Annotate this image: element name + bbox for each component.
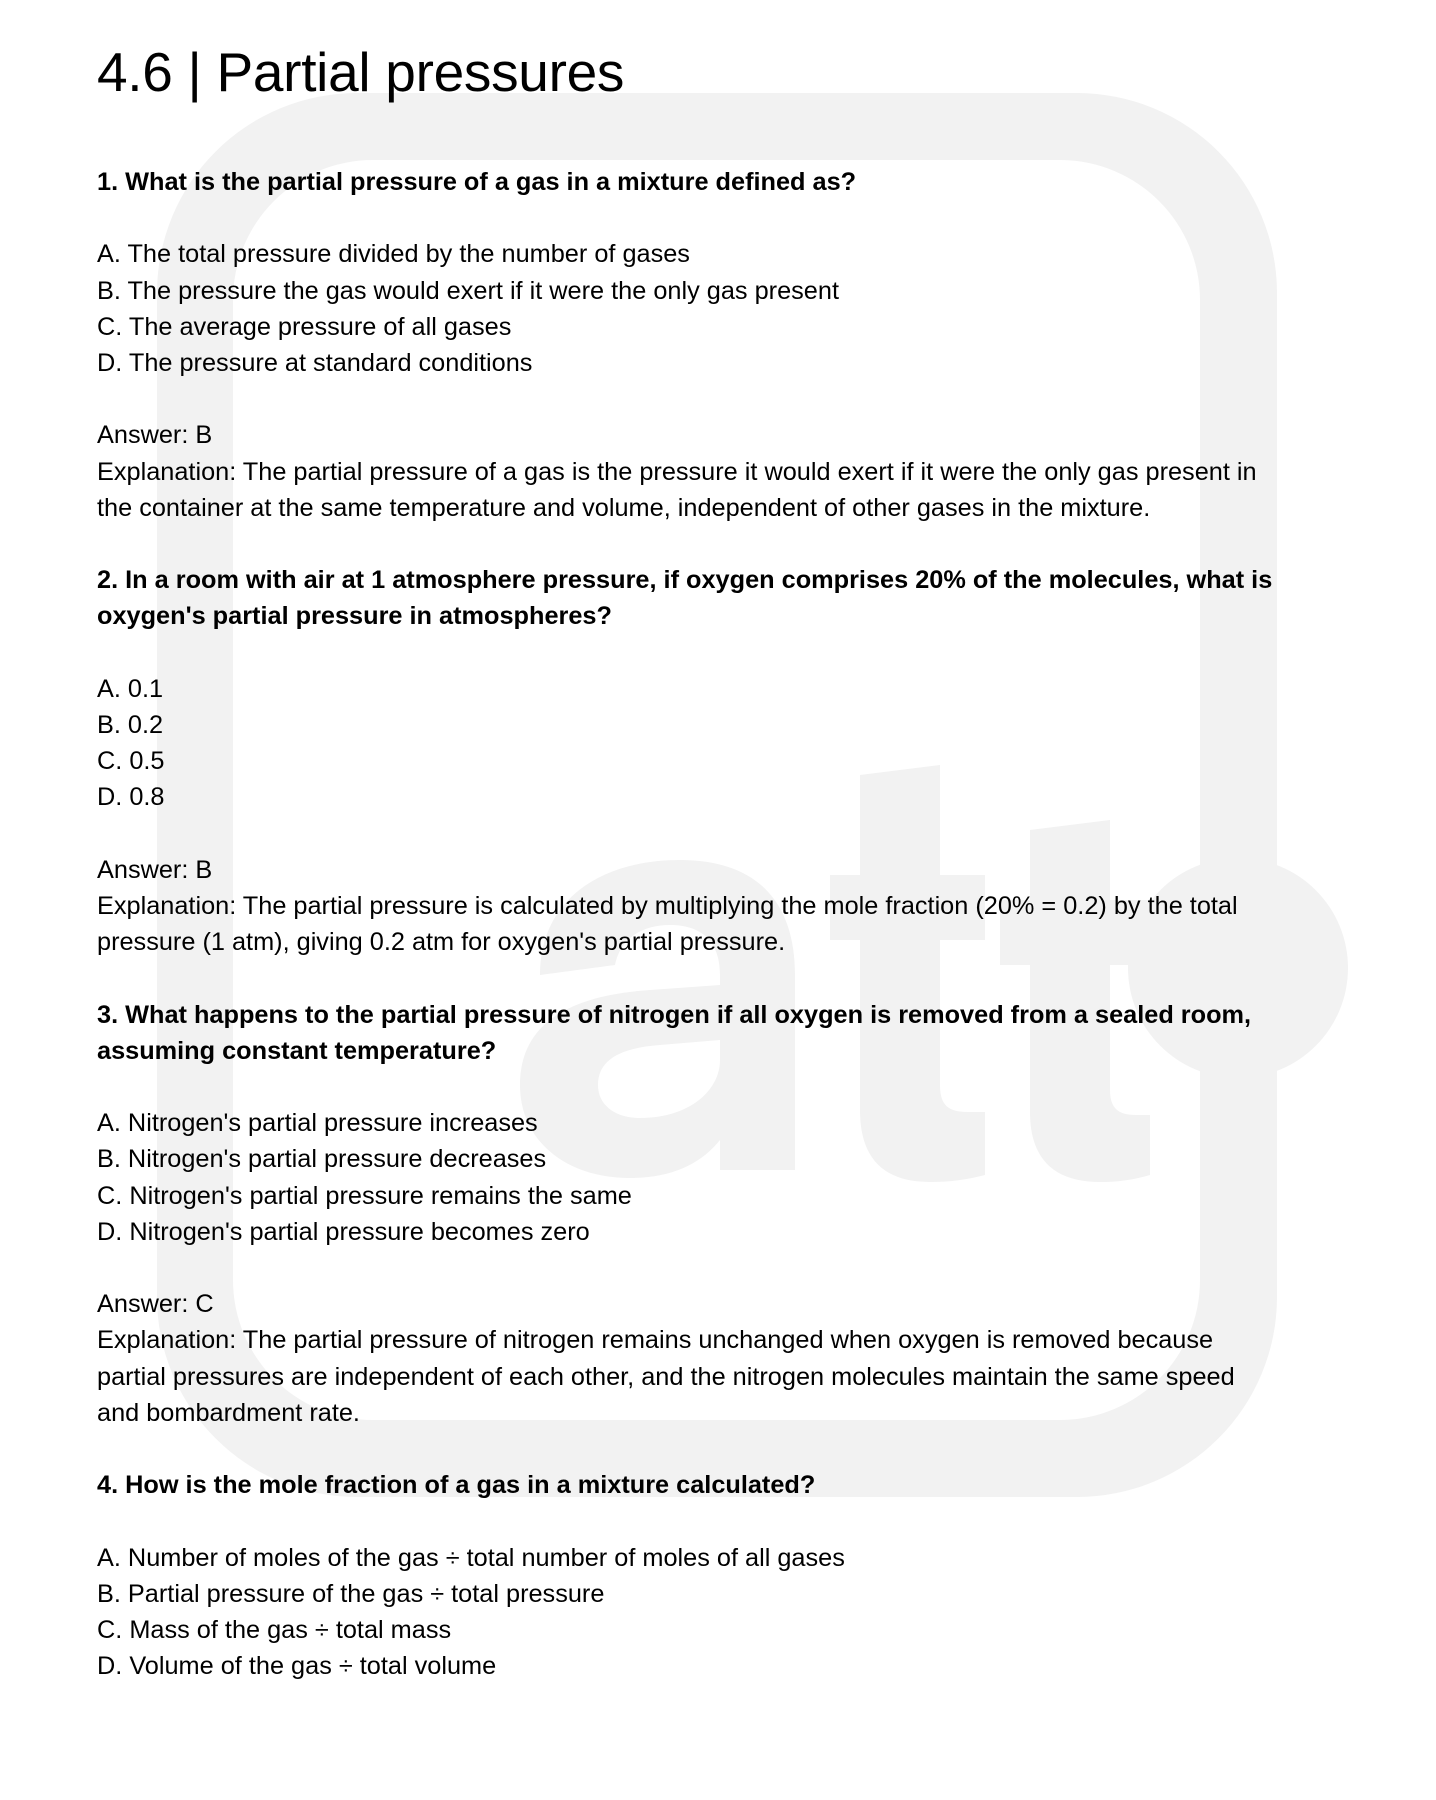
spacer xyxy=(97,381,1387,417)
spacer xyxy=(97,1431,1387,1467)
explanation-text: Explanation: The partial pressure is calculated by multiplying the mole fraction (20% = 0.2) by the total xyxy=(97,891,1238,920)
spacer xyxy=(97,816,1387,852)
question-text: 3. What happens to the partial pressure of nitrogen if all oxygen is removed from a sealed room, xyxy=(97,1000,1252,1029)
spacer xyxy=(97,1069,1387,1105)
option-d: D. The pressure at standard conditions xyxy=(97,349,533,377)
spacer xyxy=(97,635,1387,671)
question-text: 2. In a room with air at 1 atmosphere pressure, if oxygen comprises 20% of the molecules, what is xyxy=(97,566,1273,595)
spacer xyxy=(97,1503,1387,1539)
option-d: D. 0.8 xyxy=(97,783,165,812)
quiz-content xyxy=(97,164,1387,1684)
option-c: C. The average pressure of all gases xyxy=(97,312,512,341)
option-d: D. Volume of the gas ÷ total volume xyxy=(97,1652,497,1681)
option-b: B. 0.2 xyxy=(97,710,164,739)
question-text: oxygen's partial pressure in atmospheres? xyxy=(97,602,612,631)
answer-text: Answer: B xyxy=(97,421,213,450)
question-text: 4. How is the mole fraction of a gas in a mixture calculated? xyxy=(97,1471,816,1500)
answer-text: Answer: C xyxy=(97,1290,214,1319)
option-c: C. Mass of the gas ÷ total mass xyxy=(97,1615,452,1644)
explanation-text: Explanation: The partial pressure of a gas is the pressure it would exert if it were the only gas present in xyxy=(97,457,1257,486)
spacer xyxy=(97,526,1387,562)
option-b: B. Partial pressure of the gas ÷ total pressure xyxy=(97,1579,605,1608)
page-title: 4.6 | Partial pressures xyxy=(97,41,625,103)
option-d: D. Nitrogen's partial pressure becomes zero xyxy=(97,1217,590,1246)
explanation-text: the container at the same temperature and volume, independent of other gases in the mixture. xyxy=(97,493,1151,522)
question-block-4 xyxy=(97,1467,1387,1684)
spacer xyxy=(97,960,1387,996)
option-b: B. The pressure the gas would exert if it were the only gas present xyxy=(97,276,839,305)
explanation-text: and bombardment rate. xyxy=(97,1398,360,1427)
option-c: C. Nitrogen's partial pressure remains the same xyxy=(97,1181,632,1210)
question-block-3 xyxy=(97,997,1387,1468)
question-block-1 xyxy=(97,164,1387,562)
explanation-text: partial pressures are independent of each other, and the nitrogen molecules maintain the same speed xyxy=(97,1362,1235,1391)
option-b: B. Nitrogen's partial pressure decreases xyxy=(97,1145,547,1174)
answer-text: Answer: B xyxy=(97,855,213,884)
spacer xyxy=(97,1250,1387,1286)
explanation-text: pressure (1 atm), giving 0.2 atm for oxygen's partial pressure. xyxy=(97,928,786,957)
question-text: 1. What is the partial pressure of a gas in a mixture defined as? xyxy=(97,168,857,196)
option-a: A. 0.1 xyxy=(97,674,164,703)
option-a: A. The total pressure divided by the number of gases xyxy=(97,240,690,269)
option-a: A. Nitrogen's partial pressure increases xyxy=(97,1109,538,1138)
question-text: assuming constant temperature? xyxy=(97,1036,497,1065)
option-a: A. Number of moles of the gas ÷ total number of moles of all gases xyxy=(97,1543,845,1572)
spacer xyxy=(97,200,1387,236)
explanation-text: Explanation: The partial pressure of nitrogen remains unchanged when oxygen is removed because xyxy=(97,1326,1214,1355)
option-c: C. 0.5 xyxy=(97,747,165,776)
question-block-2 xyxy=(97,562,1387,996)
